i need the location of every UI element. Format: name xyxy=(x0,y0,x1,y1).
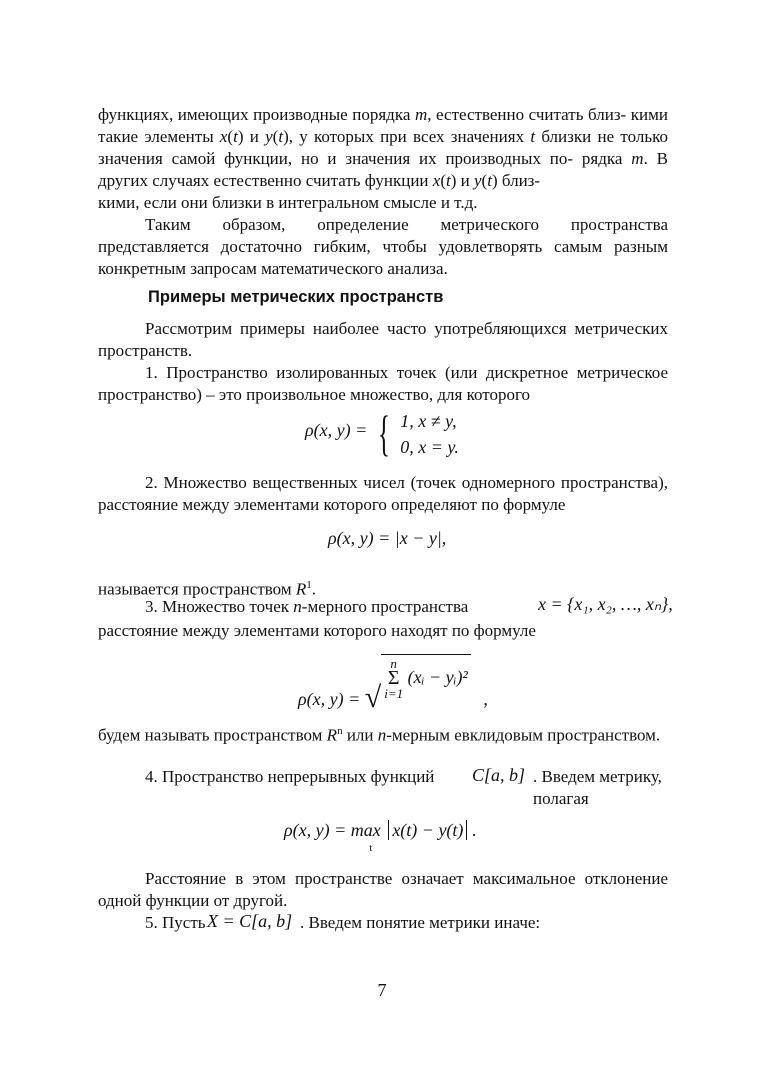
paragraph-euclidean-name: будем называть пространством $R^n$ или n-мерным евклидовым пространством. xyxy=(98,725,661,745)
formula-cab: C[a, b] xyxy=(472,765,526,785)
section-heading: Примеры метрических пространств xyxy=(148,288,444,306)
formula-max-metric: ρ(x, y) = max $_t$x(t) − y(t) . xyxy=(284,820,477,854)
paragraph-example-5-tail: . Введем понятие метрики иначе: xyxy=(300,913,541,932)
formula-x-eq-cab: X = C[a, b] xyxy=(207,911,293,931)
paragraph-max-deviation: Расстояние в этом пространстве означает максимальное отклонение одной функции от другой. xyxy=(98,869,668,910)
formula-discrete-metric: ρ(x, y) = { 1, x ≠ y, 0, x = y. xyxy=(305,405,459,461)
paragraph-intro: функциях, имеющих производные порядка m, естественно считать близ- кими такие элементы x(t) и y(t), у которых при всех значениях t близки не только значения самой функции, но и значения их производных по- рядка m. В других случаях естественно считать функции x(t) и y(t) близ- кими, если они близки в интегральном смысле и т.д. xyxy=(98,105,669,212)
formula-euclidean-metric: ρ(x, y) = √n Σ i=1 (xᵢ − yᵢ)² , xyxy=(298,656,488,715)
paragraph-distance-formula: расстояние между элементами которого находят по формуле xyxy=(98,621,536,640)
paragraph-example-4-tail: . Введем метрику, полагая xyxy=(533,767,662,808)
paragraph-example-1: 1. Пространство изолированных точек (или дискретное метрическое пространство) – это произвольное множество, для которого xyxy=(98,363,668,404)
paragraph-summary: Таким образом, определение метрического пространства представляется достаточно гибким, чтобы удовлетворять самым разным конкретным запросам математического анализа. xyxy=(98,215,668,278)
paragraph-r1-name: называется пространством $R^1$. xyxy=(98,579,316,599)
formula-n-point: x = {x₁, x₂, …, xₙ}, xyxy=(538,594,673,614)
paragraph-examples-intro: Рассмотрим примеры наиболее часто употребляющихся метрических пространств. xyxy=(98,319,668,360)
paragraph-example-4: 4. Пространство непрерывных функций xyxy=(145,767,435,786)
paragraph-example-3: 3. Множество точек n-мерного пространства xyxy=(145,597,469,616)
paragraph-example-5: 5. Пусть xyxy=(145,913,206,932)
formula-r1-metric: ρ(x, y) = |x − y|, xyxy=(328,528,447,548)
page-number: 7 xyxy=(377,980,387,1000)
paragraph-example-2: 2. Множество вещественных чисел (точек одномерного пространства), расстояние между элементами которого определяют по формуле xyxy=(98,473,668,514)
